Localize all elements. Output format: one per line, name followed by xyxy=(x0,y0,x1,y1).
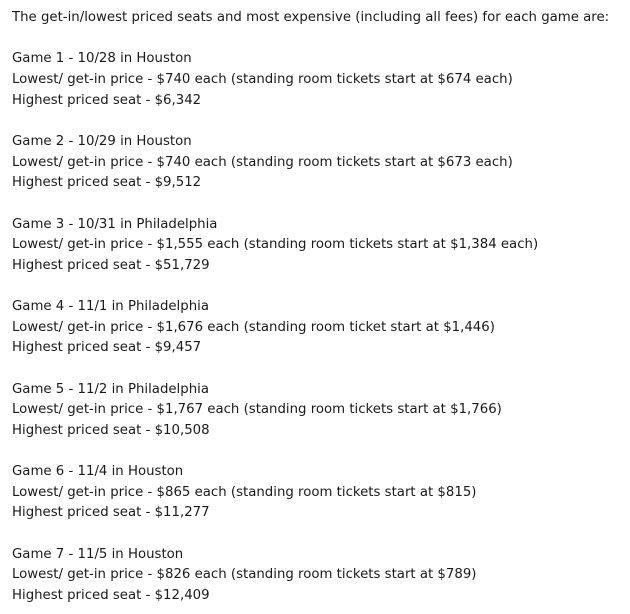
game-block-5 xyxy=(12,380,624,442)
intro-text: The get-in/lowest priced seats and most expensive (including all fees) for each game are: xyxy=(12,10,610,25)
highest-price-line: Highest priced seat - $10,508 xyxy=(12,422,210,438)
game-title: Game 3 - 10/31 in Philadelphia xyxy=(12,216,218,232)
game-title: Game 2 - 10/29 in Houston xyxy=(12,133,192,149)
highest-price-line: Highest priced seat - $9,457 xyxy=(12,340,202,356)
highest-price-line: Highest priced seat - $12,409 xyxy=(12,588,210,604)
document-body xyxy=(12,8,624,607)
game-title: Game 5 - 11/2 in Philadelphia xyxy=(12,381,209,397)
lowest-price-line: Lowest/ get-in price - $1,767 each (standing room tickets start at $1,766) xyxy=(12,402,502,418)
game-title: Game 1 - 10/28 in Houston xyxy=(12,51,192,67)
highest-price-line: Highest priced seat - $9,512 xyxy=(12,175,202,191)
highest-price-line: Highest priced seat - $6,342 xyxy=(12,92,202,108)
lowest-price-line: Lowest/ get-in price - $865 each (standing room tickets start at $815) xyxy=(12,484,477,500)
game-title: Game 4 - 11/1 in Philadelphia xyxy=(12,299,209,315)
game-block-1 xyxy=(12,49,624,111)
game-block-3 xyxy=(12,215,624,277)
game-block-6 xyxy=(12,462,624,524)
lowest-price-line: Lowest/ get-in price - $740 each (standing room tickets start at $673 each) xyxy=(12,154,513,170)
game-block-2 xyxy=(12,132,624,194)
lowest-price-line: Lowest/ get-in price - $826 each (standing room tickets start at $789) xyxy=(12,567,477,583)
highest-price-line: Highest priced seat - $11,277 xyxy=(12,505,210,521)
lowest-price-line: Lowest/ get-in price - $1,555 each (standing room tickets start at $1,384 each) xyxy=(12,237,539,253)
game-block-7 xyxy=(12,545,624,607)
game-block-4 xyxy=(12,297,624,359)
highest-price-line: Highest priced seat - $51,729 xyxy=(12,257,210,273)
game-title: Game 6 - 11/4 in Houston xyxy=(12,464,184,480)
lowest-price-line: Lowest/ get-in price - $1,676 each (standing room ticket start at $1,446) xyxy=(12,319,495,335)
game-title: Game 7 - 11/5 in Houston xyxy=(12,546,184,562)
lowest-price-line: Lowest/ get-in price - $740 each (standing room tickets start at $674 each) xyxy=(12,71,513,87)
